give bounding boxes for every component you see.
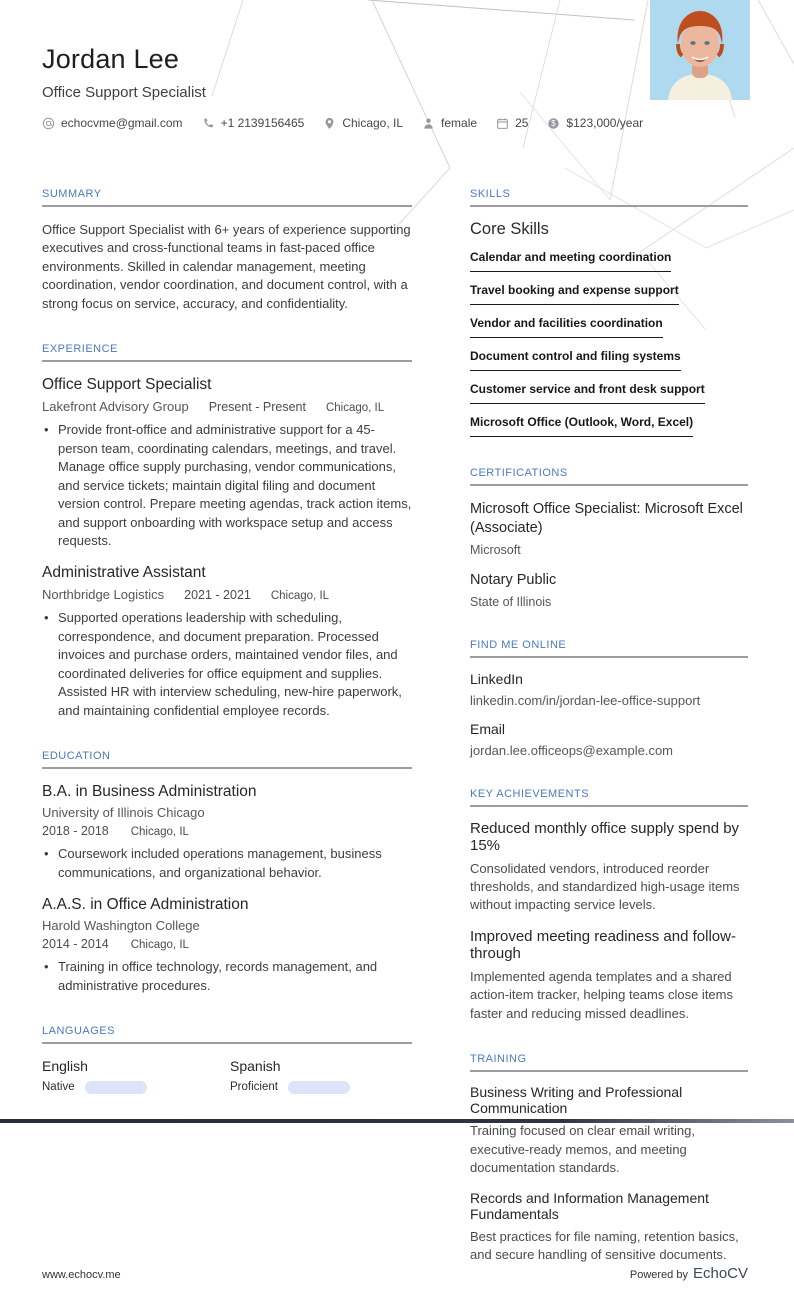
certification-name: Microsoft Office Specialist: Microsoft Excel (Associate) <box>470 501 743 536</box>
section-languages <box>42 1025 412 1094</box>
right-column <box>470 188 748 1295</box>
svg-text:$: $ <box>551 118 557 128</box>
section-rule <box>470 656 748 658</box>
online-profile-link[interactable]: linkedin.com/in/jordan-lee-office-support <box>470 692 701 708</box>
experience-bullet: • Supported operations leadership with scheduling, correspondence, and document preparation. Processed invoices and purchase orders, maintained vendor files, and coordinated deliveries for office equipment and supplies. Assisted HR with interview scheduling, new-hire paperwork, and maintaining confidential employee records. <box>58 609 412 720</box>
education-location: Chicago, IL <box>130 939 189 952</box>
section-experience <box>42 343 412 720</box>
achievement-description: Implemented agenda templates and a shared action-item tracker, helping teams close items faster and reducing missed deadlines. <box>470 968 733 1021</box>
achievement-title: Reduced monthly office supply spend by 15% <box>470 819 740 854</box>
experience-meta <box>42 587 412 602</box>
section-rule <box>470 1070 748 1072</box>
section-rule <box>470 205 748 207</box>
location-pin-icon <box>323 117 336 130</box>
contact-gender <box>422 116 477 130</box>
experience-location: Chicago, IL <box>270 590 330 603</box>
contact-location <box>323 116 403 130</box>
education-meta <box>42 937 412 951</box>
training-description: Training focused on clear email writing, executive-ready memos, and meeting documentation standards. <box>470 1123 695 1176</box>
training-heading: TRAINING <box>470 1053 527 1066</box>
skills-group-title: Core Skills <box>470 220 549 238</box>
certification-item <box>470 500 748 557</box>
bottom-accent-bar <box>0 1119 794 1123</box>
language-name: Spanish <box>230 1057 281 1074</box>
contact-age <box>496 116 528 130</box>
experience-meta <box>42 399 412 414</box>
section-training <box>470 1053 748 1264</box>
language-level: Native <box>42 1081 75 1094</box>
education-degree: B.A. in Business Administration <box>42 783 257 801</box>
languages-heading: LANGUAGES <box>42 1024 115 1037</box>
education-school: University of Illinois Chicago <box>42 805 205 821</box>
achievement-item <box>470 928 748 1023</box>
experience-company: Northbridge Logistics <box>42 587 165 603</box>
contact-email-text: echocvme@gmail.com <box>61 116 183 130</box>
skill-item: Microsoft Office (Outlook, Word, Excel) <box>470 415 693 437</box>
profile-photo <box>650 0 750 101</box>
language-item <box>230 1058 412 1094</box>
footer <box>42 1265 748 1283</box>
education-degree: A.A.S. in Office Administration <box>42 896 249 914</box>
section-key-achievements <box>470 788 748 1024</box>
experience-entry <box>42 564 412 720</box>
contact-age-text: 25 <box>515 116 529 130</box>
calendar-icon <box>496 117 509 130</box>
person-icon <box>422 117 435 130</box>
certification-issuer: Microsoft <box>470 542 521 557</box>
experience-bullets <box>42 609 412 720</box>
experience-job-title: Administrative Assistant <box>42 564 206 582</box>
language-item <box>42 1058 230 1094</box>
experience-heading: EXPERIENCE <box>42 343 118 356</box>
section-skills <box>470 188 748 437</box>
achievement-title: Improved meeting readiness and follow-through <box>470 927 736 962</box>
online-profile-label: LinkedIn <box>470 670 523 687</box>
section-rule <box>42 767 412 769</box>
summary-heading: SUMMARY <box>42 188 102 200</box>
education-heading: EDUCATION <box>42 750 111 763</box>
key-achievements-heading: KEY ACHIEVEMENTS <box>470 787 590 800</box>
left-column <box>42 188 412 1295</box>
section-rule <box>42 205 412 207</box>
skill-item: Vendor and facilities coordination <box>470 316 663 338</box>
find-me-online-heading: FIND ME ONLINE <box>470 638 567 651</box>
training-description: Best practices for file naming, retention basics, and secure handling of sensitive documents. <box>470 1228 739 1263</box>
section-rule <box>470 484 748 486</box>
education-meta <box>42 824 412 838</box>
experience-entry <box>42 376 412 550</box>
header <box>0 0 794 160</box>
language-level: Proficient <box>230 1081 278 1094</box>
section-education <box>42 750 412 995</box>
at-sign-icon <box>42 117 55 130</box>
candidate-job-title: Office Support Specialist <box>42 84 206 101</box>
candidate-name: Jordan Lee <box>42 44 180 74</box>
achievement-description: Consolidated vendors, introduced reorder thresholds, and standardized high-usage items without impacting service levels. <box>470 860 740 913</box>
experience-company: Lakefront Advisory Group <box>42 399 189 415</box>
experience-bullets <box>42 421 412 550</box>
online-profile-item <box>470 721 748 758</box>
brand-link[interactable]: EchoCV <box>692 1264 748 1282</box>
training-title: Records and Information Management Fundamentals <box>470 1189 709 1222</box>
certification-item <box>470 571 748 609</box>
certification-name: Notary Public <box>470 571 557 588</box>
section-rule <box>42 1042 412 1044</box>
education-entry <box>42 896 412 995</box>
languages-grid <box>42 1058 412 1094</box>
contact-email[interactable] <box>42 116 183 130</box>
education-entry <box>42 783 412 882</box>
experience-job-title: Office Support Specialist <box>42 376 212 394</box>
main-columns <box>0 188 794 1295</box>
contact-salary <box>547 116 643 130</box>
education-school: Harold Washington College <box>42 918 200 934</box>
language-proficiency-bar <box>288 1081 350 1094</box>
education-bullets <box>42 958 412 995</box>
contact-location-text: Chicago, IL <box>342 116 404 130</box>
experience-dates: Present - Present <box>208 400 306 415</box>
education-dates: 2014 - 2014 <box>42 937 109 952</box>
footer-site-link[interactable]: www.echocv.me <box>42 1268 121 1281</box>
online-profile-label: Email <box>470 720 506 737</box>
certifications-heading: CERTIFICATIONS <box>470 467 568 479</box>
online-profile-link[interactable]: jordan.lee.officeops@example.com <box>470 742 674 758</box>
education-bullet: • Training in office technology, records management, and administrative procedures. <box>58 958 412 995</box>
summary-text: Office Support Specialist with 6+ years of experience supporting executives and cross-functional teams in fast-paced office environments. Skilled in calendar management, meeting coordination, vendor coordination, and document control, with a strong focus on service, accuracy, and confidentiality. <box>42 222 411 311</box>
contact-salary-text: $123,000/year <box>566 116 644 130</box>
achievement-item <box>470 820 748 915</box>
contact-gender-text: female <box>441 116 478 130</box>
section-find-me-online <box>470 639 748 758</box>
education-location: Chicago, IL <box>130 826 189 839</box>
skill-item: Calendar and meeting coordination <box>470 250 671 272</box>
certification-issuer: State of Illinois <box>470 594 552 609</box>
education-bullets <box>42 845 412 882</box>
phone-icon <box>202 117 215 130</box>
experience-dates: 2021 - 2021 <box>184 588 251 603</box>
footer-powered <box>630 1265 748 1283</box>
skill-item: Document control and filing systems <box>470 349 681 371</box>
language-name: English <box>42 1057 88 1074</box>
dollar-icon <box>547 117 560 130</box>
section-certifications <box>470 467 748 609</box>
skill-item: Travel booking and expense support <box>470 283 679 305</box>
powered-by-label: Powered by <box>629 1268 688 1281</box>
section-summary <box>42 188 412 313</box>
training-item <box>470 1190 748 1265</box>
experience-bullet: • Provide front-office and administrative support for a 45-person team, coordinating calendars, meetings, and travel. Manage office supply purchasing, vendor communications, and service tickets; maintain digital filing and document version control. Prepare meeting agendas, track action items, and support onboarding with workspace setup and access requests. <box>58 421 412 550</box>
language-proficiency-bar <box>85 1081 147 1094</box>
contact-phone <box>202 116 305 130</box>
education-bullet: • Coursework included operations management, business communications, and organizational behavior. <box>58 845 412 882</box>
training-item <box>470 1084 748 1177</box>
online-profile-item <box>470 671 748 708</box>
experience-location: Chicago, IL <box>325 402 385 415</box>
contact-phone-text: +1 2139156465 <box>220 116 305 130</box>
education-dates: 2018 - 2018 <box>42 824 109 839</box>
skill-item: Customer service and front desk support <box>470 382 705 404</box>
contact-row <box>42 116 748 130</box>
section-rule <box>470 805 748 807</box>
training-title: Business Writing and Professional Communication <box>470 1084 683 1117</box>
section-rule <box>42 360 412 362</box>
skills-heading: SKILLS <box>470 188 511 200</box>
